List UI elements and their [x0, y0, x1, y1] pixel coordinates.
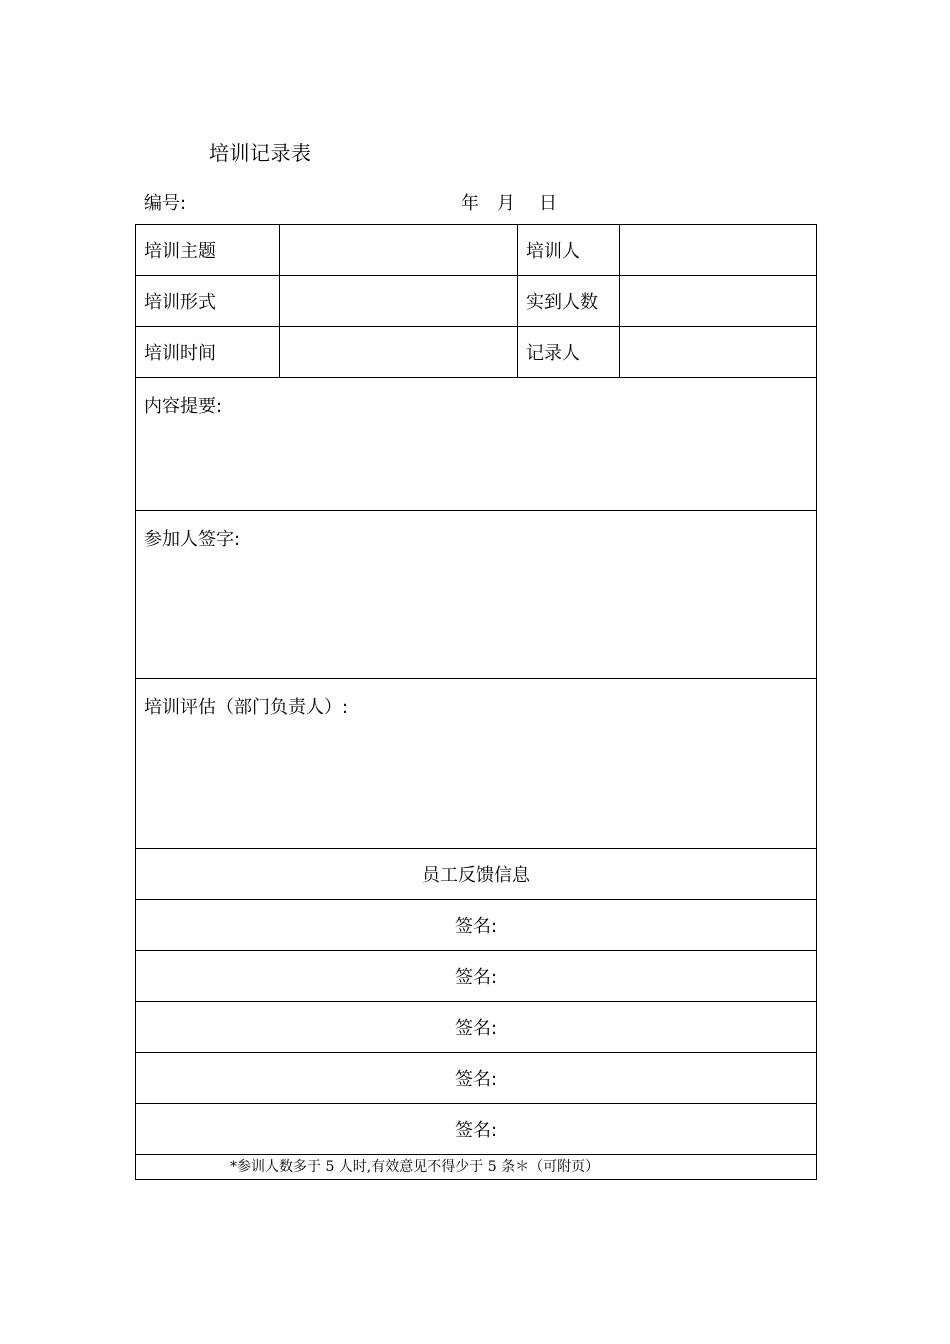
recorder-label: 记录人 [518, 327, 620, 378]
date-label [461, 189, 557, 215]
date-day-label: 日 [539, 193, 557, 214]
training-evaluation-label: 培训评估（部门负责人）: [144, 697, 349, 718]
footnote: *参训人数多于 5 人时,有效意见不得少于 5 条＊（可附页） [136, 1155, 817, 1180]
training-format-label: 培训形式 [136, 276, 280, 327]
table-row [136, 225, 817, 276]
date-year-label: 年 [461, 193, 479, 214]
trainer-label: 培训人 [518, 225, 620, 276]
feedback-signature-row[interactable]: 签名: [136, 900, 817, 951]
table-row [136, 849, 817, 900]
attendance-count-label: 实到人数 [518, 276, 620, 327]
table-row [136, 1155, 817, 1180]
table-row [136, 378, 817, 511]
table-row [136, 679, 817, 849]
feedback-signature-row[interactable]: 签名: [136, 1104, 817, 1155]
content-summary-area[interactable] [136, 378, 817, 511]
table-row [136, 900, 817, 951]
training-evaluation-area[interactable] [136, 679, 817, 849]
training-topic-field[interactable] [280, 225, 518, 276]
table-row [136, 276, 817, 327]
table-row [136, 511, 817, 679]
training-record-table [135, 224, 817, 1180]
table-row [136, 951, 817, 1002]
feedback-signature-row[interactable]: 签名: [136, 1053, 817, 1104]
attendance-count-field[interactable] [620, 276, 817, 327]
table-row [136, 327, 817, 378]
feedback-signature-row[interactable]: 签名: [136, 951, 817, 1002]
training-format-field[interactable] [280, 276, 518, 327]
table-row [136, 1053, 817, 1104]
trainer-field[interactable] [620, 225, 817, 276]
feedback-heading: 员工反馈信息 [136, 849, 817, 900]
serial-number-label: 编号: [144, 193, 187, 214]
content-summary-label: 内容提要: [144, 396, 223, 417]
table-row [136, 1002, 817, 1053]
page-title: 培训记录表 [209, 141, 312, 165]
training-topic-label: 培训主题 [136, 225, 280, 276]
table-row [136, 1104, 817, 1155]
feedback-signature-row[interactable]: 签名: [136, 1002, 817, 1053]
training-time-field[interactable] [280, 327, 518, 378]
participant-signature-area[interactable] [136, 511, 817, 679]
training-time-label: 培训时间 [136, 327, 280, 378]
participant-signature-label: 参加人签字: [144, 529, 241, 550]
date-month-label: 月 [497, 193, 515, 214]
recorder-field[interactable] [620, 327, 817, 378]
